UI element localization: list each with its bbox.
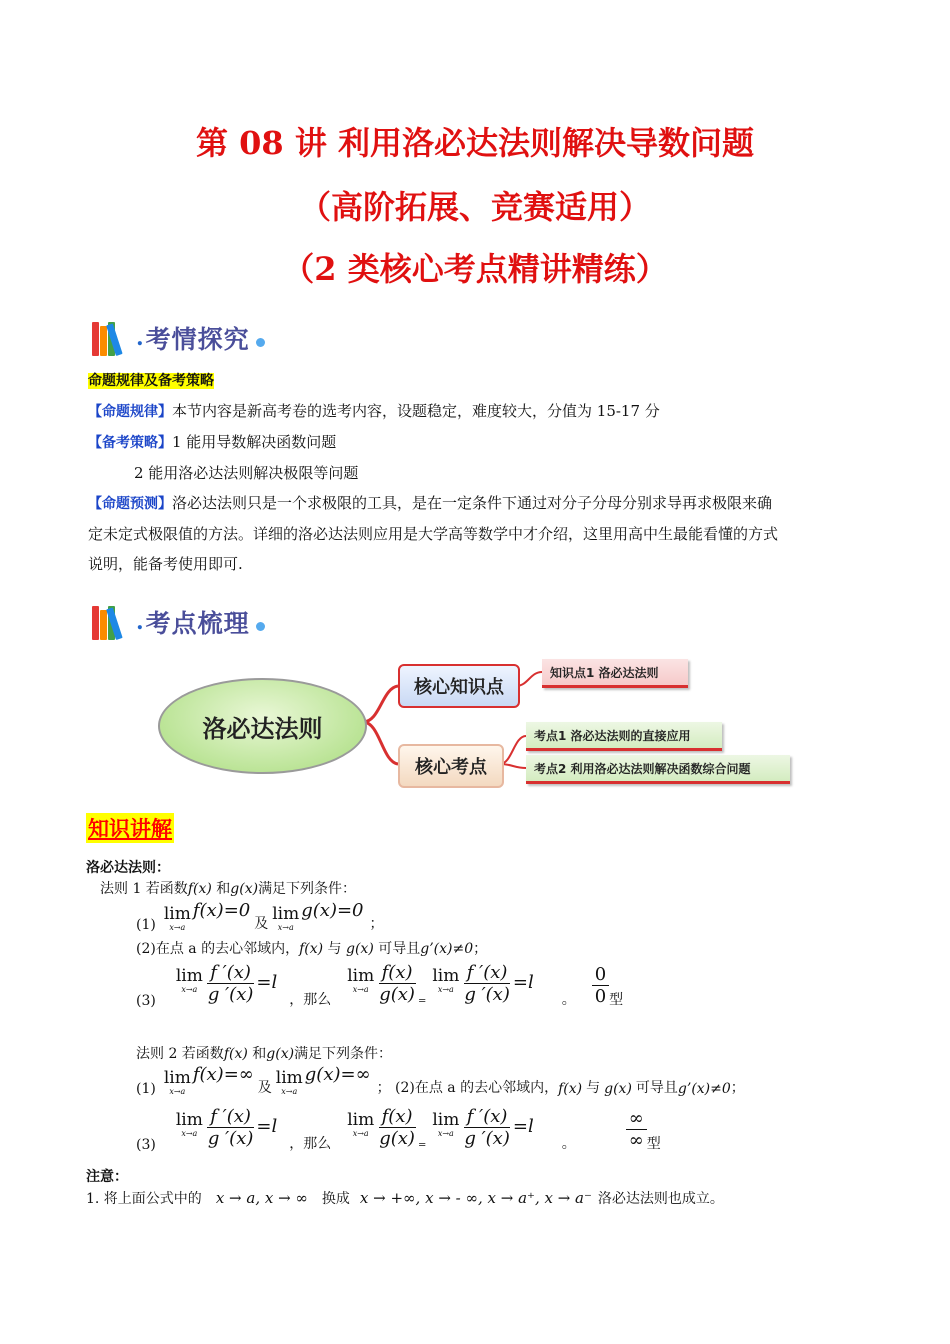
mindmap-node-exam: 核心考点 <box>398 744 504 788</box>
rule2-cond1: (1) lim x→a f(x)=∞ 及 lim x→a g(x)=∞ ； (2)在点 a 的去心邻域内， f(x) 与 g(x) 可导且 g’(x)≠0 ； <box>136 1064 745 1097</box>
exam-analysis-banner: . 考情探究 <box>92 316 265 360</box>
exam-info-heading: 命题规律及备考策略 <box>88 373 214 389</box>
forecast-line-3: 说明，能备考使用即可. <box>88 555 243 573</box>
lhopital-heading: 洛必达法则： <box>86 860 170 876</box>
mindmap-leaf-exam-2: 考点2 利用洛必达法则解决函数综合问题 <box>526 755 790 784</box>
rule1-cond2: (2)在点 a 的去心邻域内，f(x) 与 g(x) 可导且g’(x)≠0； <box>136 941 488 957</box>
note-heading: 注意： <box>86 1169 128 1185</box>
rule2-cond3: (3) lim x→a $\frac{f '(x)}{g '(x)}$ =l ，那么 lim x→a $\frac{f(x)}{g(x)}$ = lim x→a $\frac{f '(x)}{g '(x)}$ =l 。 $\frac{\infty}{\infty}$ 型 <box>136 1106 661 1153</box>
strategy-tag: 【备考策略】 <box>88 435 172 451</box>
forecast-tag: 【命题预测】 <box>88 496 172 512</box>
rule-tag: 【命题规律】 <box>88 404 172 420</box>
strategy-1: 1 能用导数解决函数问题 <box>172 433 337 451</box>
knowledge-section-label: 知识讲解 <box>86 813 174 843</box>
rule1-intro: 法则 1 若函数f(x) 和g(x)满足下列条件： <box>100 881 357 897</box>
exam-analysis-title: 考情探究 <box>145 325 250 354</box>
strategy-2: 2 能用洛必达法则解决极限等问题 <box>134 464 359 482</box>
mindmap-leaf-exam-1: 考点1 洛必达法则的直接应用 <box>526 722 722 751</box>
topic-outline-title: 考点梳理 <box>145 609 250 638</box>
title-line-1: 第 08 讲 利用洛必达法则解决导数问题 <box>196 124 754 162</box>
forecast-line-1: 洛必达法则只是一个求极限的工具，是在一定条件下通过对分子分母分别求导再求极限来确 <box>172 494 773 512</box>
note-1: 1. 将上面公式中的 x → a, x → ∞ 换成 x → +∞, x → - ∞, x → a⁺, x → a⁻ 洛必达法则也成立。 <box>86 1189 724 1207</box>
title-line-2: （高阶拓展、竞赛适用） <box>298 188 651 226</box>
rule2-intro: 法则 2 若函数f(x) 和g(x)满足下列条件： <box>136 1046 393 1062</box>
mindmap-node-knowledge: 核心知识点 <box>398 664 520 708</box>
rule1-cond1: (1) lim x→a f(x)=0 及 lim x→a g(x)=0 ； <box>136 900 384 933</box>
mindmap-center: 洛必达法则 <box>158 678 367 774</box>
title-line-3: （2 类核心考点精讲精练） <box>282 250 668 288</box>
forecast-line-2: 定未定式极限值的方法。详细的洛必达法则应用是大学高等数学中才介绍，这里用高中生最能看懂的方式 <box>88 525 779 543</box>
rule-text: 本节内容是新高考卷的选考内容，设题稳定，难度较大，分值为 15-17 分 <box>172 402 660 420</box>
rule1-cond3: (3) lim x→a $\frac{f '(x)}{g '(x)}$ =l ，那么 lim x→a $\frac{f(x)}{g(x)}$ = lim x→a $\frac{f '(x)}{g '(x)}$ =l 。 $\frac{0}{0}$ 型 <box>136 962 624 1009</box>
mindmap-leaf-knowledge-1: 知识点1 洛必达法则 <box>542 659 688 688</box>
topic-outline-banner: . 考点梳理 <box>92 600 265 644</box>
